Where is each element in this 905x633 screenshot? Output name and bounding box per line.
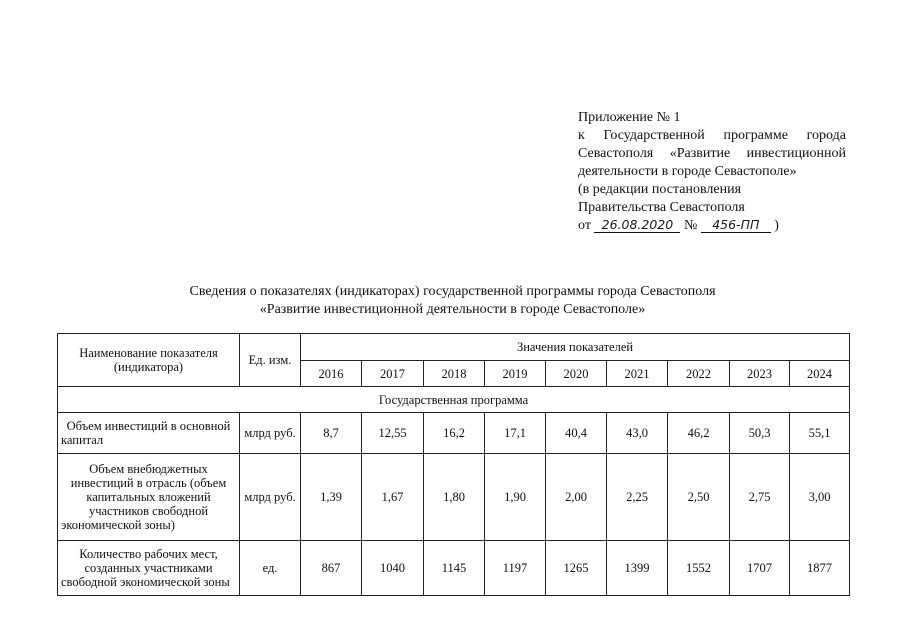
value-cell: 1197 [485,541,546,596]
indicator-name: Количество рабочих мест, созданных участниками свободной экономической зоны [58,541,240,596]
value-cell: 2,75 [730,454,790,541]
number-value: 456-ПП [701,218,771,233]
date-value: 26.08.2020 [594,218,680,233]
header-indicator-name: Наименование показателя (индикатора) [58,334,240,387]
value-cell: 1,67 [362,454,424,541]
indicator-unit: ед. [240,541,301,596]
appendix-date-line [578,217,846,235]
value-cell: 1877 [790,541,850,596]
section-row [58,387,850,413]
value-cell: 12,55 [362,413,424,454]
value-cell: 2,50 [668,454,730,541]
date-prefix: от [578,218,591,233]
document-subtitle: «Развитие инвестиционной деятельности в городе Севастополе» [259,302,646,317]
value-cell: 17,1 [485,413,546,454]
year-cell: 2022 [668,361,730,387]
indicator-unit: млрд руб. [240,454,301,541]
table-row [58,413,850,454]
table-row [58,541,850,596]
appendix-title: Приложение № 1 [578,110,681,125]
appendix-line: Правительства Севастополя [578,200,745,215]
header-unit: Ед. изм. [240,334,301,387]
value-cell: 1265 [546,541,607,596]
header-row [58,334,850,361]
number-prefix: № [683,218,698,233]
indicator-name: Объем внебюджетных инвестиций в отрасль (объем капитальных вложений участников свободной экономической зоны) [58,454,240,541]
indicator-name: Объем инвестиций в основной капитал [58,413,240,454]
value-cell: 1,39 [301,454,362,541]
value-cell: 8,7 [301,413,362,454]
value-cell: 867 [301,541,362,596]
value-cell: 55,1 [790,413,850,454]
appendix-line: (в редакции постановления [578,182,742,197]
table-row [58,454,850,541]
value-cell: 16,2 [424,413,485,454]
appendix-block [578,109,846,235]
year-cell: 2019 [485,361,546,387]
appendix-line: деятельности в городе Севастополе» [578,164,797,179]
value-cell: 1552 [668,541,730,596]
value-cell: 46,2 [668,413,730,454]
appendix-line: к Государственной программе города [578,128,846,143]
value-cell: 50,3 [730,413,790,454]
value-cell: 1,80 [424,454,485,541]
year-cell: 2021 [607,361,668,387]
year-cell: 2020 [546,361,607,387]
value-cell: 2,00 [546,454,607,541]
value-cell: 1707 [730,541,790,596]
year-cell: 2016 [301,361,362,387]
value-cell: 1399 [607,541,668,596]
section-title: Государственная программа [58,387,850,413]
closing-paren: ) [774,218,779,233]
value-cell: 43,0 [607,413,668,454]
value-cell: 1,90 [485,454,546,541]
year-cell: 2017 [362,361,424,387]
value-cell: 40,4 [546,413,607,454]
indicators-table [57,333,850,596]
indicator-unit: млрд руб. [240,413,301,454]
year-cell: 2024 [790,361,850,387]
document-title: Сведения о показателях (индикаторах) государственной программы города Севастополя [189,284,716,299]
value-cell: 3,00 [790,454,850,541]
year-cell: 2018 [424,361,485,387]
header-values: Значения показателей [301,334,850,361]
value-cell: 2,25 [607,454,668,541]
value-cell: 1145 [424,541,485,596]
value-cell: 1040 [362,541,424,596]
appendix-line: Севастополя «Развитие инвестиционной [578,146,846,161]
year-cell: 2023 [730,361,790,387]
